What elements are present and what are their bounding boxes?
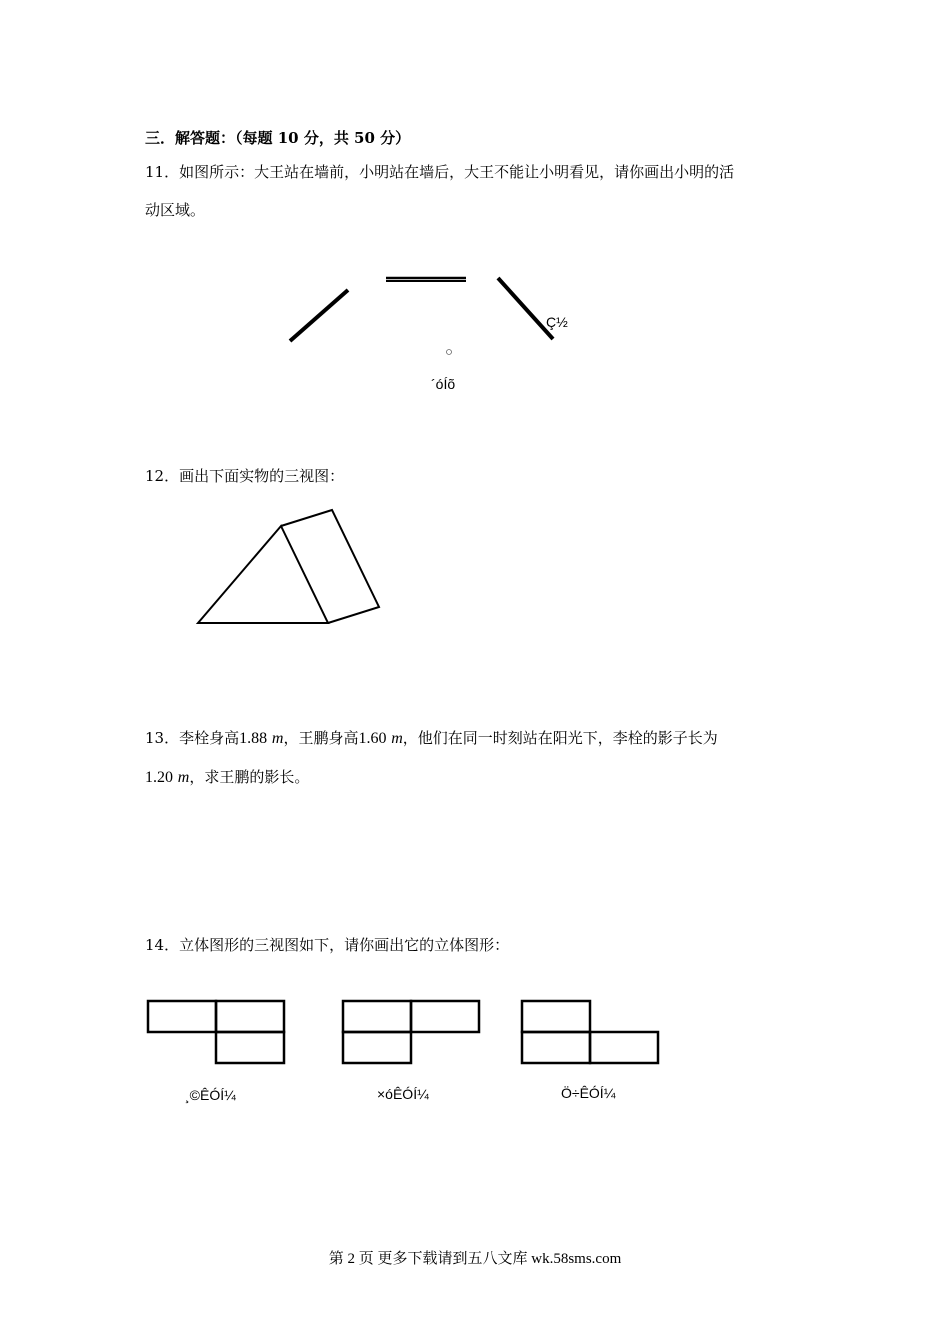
view1-label: ¸©ÊÓÍ¼	[185, 1087, 236, 1103]
q13-text-b: ，王鹏身高	[283, 729, 359, 747]
q12-text: 12．画出下面实物的三视图：	[145, 467, 345, 485]
wall-label: Ç½	[546, 314, 568, 330]
q14-text: 14．立体图形的三视图如下，请你画出它的立体图形：	[145, 936, 510, 954]
view1-rect-c	[216, 1032, 284, 1063]
view2-rect-c	[343, 1032, 411, 1063]
unit-m-2: m	[391, 730, 403, 747]
view3-label: Ö÷ÊÓÍ¼	[561, 1085, 616, 1101]
view2-rect-b	[411, 1001, 479, 1032]
q13-text-line1	[145, 727, 718, 748]
view3-rect-b	[522, 1032, 590, 1063]
prism-side-face	[281, 510, 379, 623]
view2-shape	[343, 1001, 479, 1063]
view1-rect-a	[148, 1001, 216, 1032]
view2-rect-a	[343, 1001, 411, 1032]
view3-rect-a	[522, 1001, 590, 1032]
q11-text-line1: 11．如图所示：大王站在墙前，小明站在墙后，大王不能让小明看见，请你画出小明的活	[145, 163, 735, 181]
view1-shape	[148, 1001, 284, 1063]
view2-label: ×óÊÓÍ¼	[377, 1086, 429, 1102]
view3-rect-c	[590, 1032, 658, 1063]
q11-figure	[290, 278, 553, 355]
unit-m-3: m	[177, 769, 190, 786]
page-footer: 第 2 页 更多下载请到五八文库 wk.58sms.com	[328, 1251, 622, 1267]
right-wall-line	[498, 278, 553, 339]
q13-text-d: ，求王鹏的影长。	[189, 768, 310, 786]
shadow-length-value: 1.20	[145, 769, 173, 786]
person-label: ´óÍõ	[431, 376, 456, 392]
q13-text-c: ，他们在同一时刻站在阳光下，李栓的影子长为	[402, 729, 718, 747]
q11-text-line2: 动区域。	[145, 201, 206, 219]
section-heading: 三．解答题：（每题 10 分，共 50 分）	[145, 129, 411, 147]
left-wall-line	[290, 290, 348, 341]
view3-shape	[522, 1001, 658, 1063]
q13-text-a: 13．李栓身高	[145, 729, 240, 747]
q12-prism-figure	[198, 510, 379, 623]
person-marker-icon	[447, 350, 452, 355]
prism-front-triangle	[198, 526, 328, 623]
q14-views-figure	[148, 1001, 658, 1063]
height-1-value: 1.88	[239, 730, 268, 747]
view1-rect-b	[216, 1001, 284, 1032]
unit-m-1: m	[271, 730, 284, 747]
q13-text-line2	[145, 766, 309, 787]
height-2-value: 1.60	[358, 730, 387, 747]
